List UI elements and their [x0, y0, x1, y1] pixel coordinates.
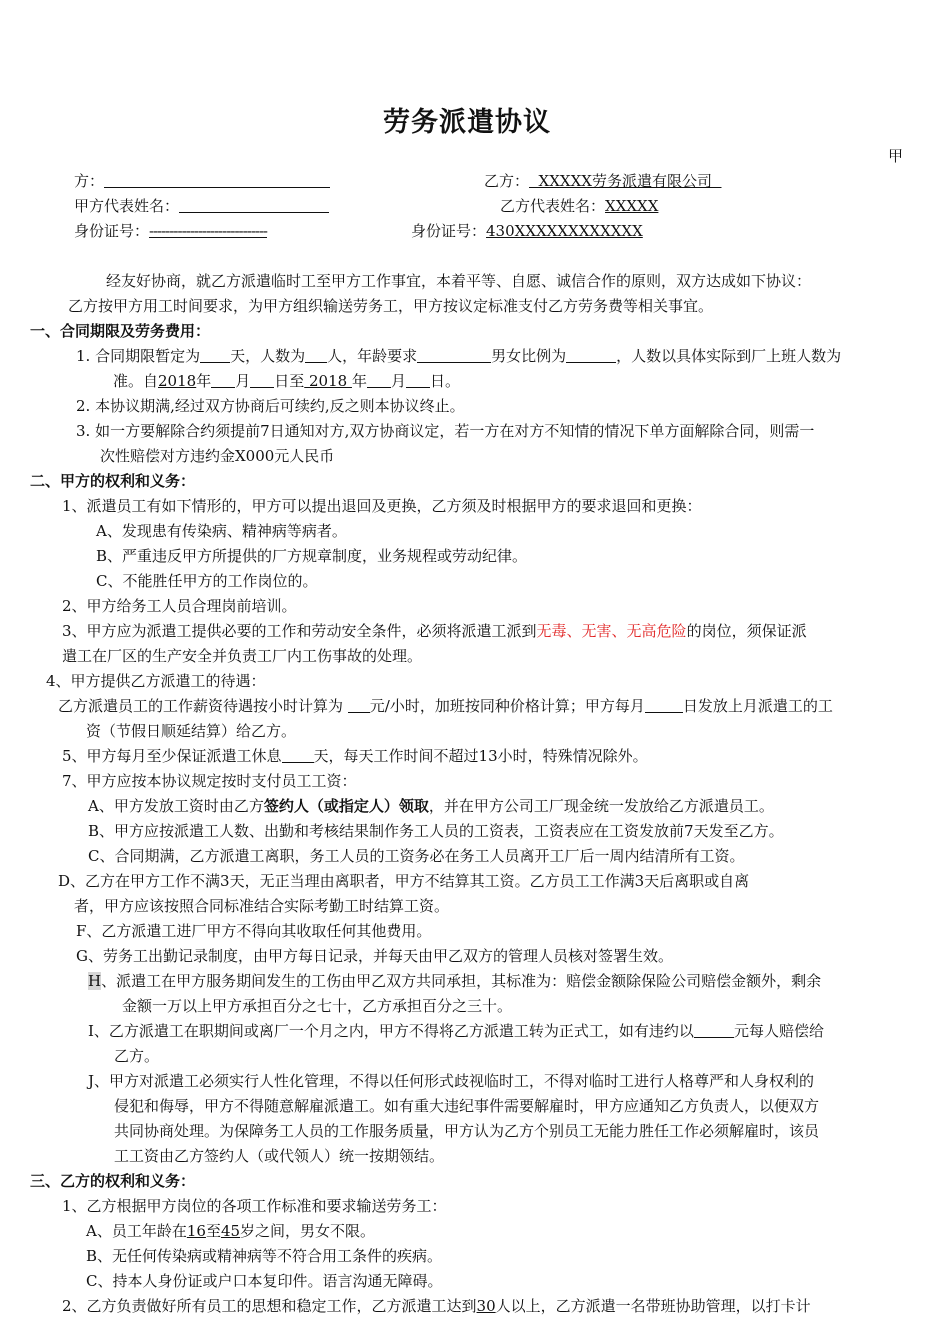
clause-1-1-line-1 — [76, 346, 841, 366]
worker-threshold: 30 — [476, 1297, 496, 1315]
age-max: 45 — [220, 1222, 241, 1240]
text: 年 — [196, 372, 212, 390]
section-3-heading: 三、乙方的权利和义务： — [30, 1172, 196, 1190]
pay-day-blank — [645, 697, 683, 713]
clause-2-4-a-line-1 — [58, 696, 833, 716]
id-a-value: ----------------------------- — [149, 222, 267, 240]
party-a-blank — [104, 172, 330, 188]
start-month-blank — [211, 372, 235, 388]
party-b-line — [484, 171, 721, 191]
id-b-label: 身份证号： — [411, 222, 487, 240]
section-1-heading: 一、合同期限及劳务费用： — [30, 322, 211, 340]
clause-2-7-j-line-1: J、甲方对派遣工必须实行人性化管理，不得以任何形式歧视临时工，不得对临时工进行人格尊严和人身权利的 — [88, 1072, 815, 1090]
clause-2-3-line-2: 遣工在厂区的生产安全并负责工厂内工伤事故的处理。 — [62, 647, 423, 665]
intro-paragraph-1: 经友好协商，就乙方派遣临时工至甲方工作事宜，本着平等、自愿、诚信合作的原则，双方达成如下协议： — [106, 272, 812, 290]
rep-b-name: XXXXX — [605, 197, 659, 215]
rep-a-blank — [179, 197, 329, 213]
rep-b-line — [500, 196, 658, 216]
id-a-line — [74, 221, 267, 241]
party-b-name: XXXXX劳务派遣有限公司 — [529, 172, 722, 190]
age-blank — [417, 347, 491, 363]
text: 年 — [351, 372, 367, 390]
clause-2-2: 2、甲方给务工人员合理岗前培训。 — [62, 597, 297, 615]
clause-2-7-j-line-3: 共同协商处理。为保障务工人员的工作服务质量，甲方认为乙方个别员工无能力胜任工作必须解雇时，该员 — [114, 1122, 820, 1140]
intro-paragraph-2: 乙方按甲方用工时间要求，为甲方组织输送劳务工，甲方按议定标准支付乙方劳务费等相关事宜。 — [68, 297, 714, 315]
signatory-bold: 签约人（或指定人）领取 — [263, 797, 429, 815]
days-blank — [200, 347, 230, 363]
text: ，人数以具体实际到厂上班人数为 — [616, 347, 842, 365]
clause-2-7: 7、甲方应按本协议规定按时支付员工工资： — [62, 772, 357, 790]
clause-2-4: 4、甲方提供乙方派遣工的待遇： — [46, 672, 266, 690]
gender-ratio-blank — [566, 347, 616, 363]
text: A、员工年龄在 — [86, 1222, 187, 1240]
text: 天，人数为 — [230, 347, 306, 365]
text: 1. 合同期限暂定为 — [76, 347, 201, 365]
text: 岁之间，男女不限。 — [240, 1222, 376, 1240]
text: 元/小时，加班按同种价格计算；甲方每月 — [369, 697, 645, 715]
rep-b-label: 乙方代表姓名： — [500, 197, 606, 215]
text: I、乙方派遣工在职期间或离厂一个月之内，甲方不得将乙方派遣工转为正式工，如有违约以 — [88, 1022, 694, 1040]
start-day-blank — [250, 372, 274, 388]
text: 元每人赔偿给 — [733, 1022, 824, 1040]
id-b-line — [411, 221, 643, 241]
clause-2-1-a: A、发现患有传染病、精神病等病者。 — [96, 522, 347, 540]
headcount-blank — [305, 347, 327, 363]
clause-2-7-i-line-1 — [88, 1021, 824, 1041]
text: 月 — [235, 372, 251, 390]
clause-3-1: 1、乙方根据甲方岗位的各项工作标准和要求输送劳务工： — [62, 1197, 447, 1215]
penalty-blank — [694, 1022, 734, 1038]
text: 月 — [390, 372, 406, 390]
age-min: 16 — [186, 1222, 206, 1240]
text: 准。自 — [113, 372, 159, 390]
clause-2-7-j-line-2: 侵犯和侮辱，甲方不得随意解雇派遣工。如有重大违纪事件需要解雇时，甲方应通知乙方负责人，以便双方 — [114, 1097, 820, 1115]
text: 的岗位，须保证派 — [686, 622, 807, 640]
clause-3-1-c: C、持本人身份证或户口本复印件。语言沟通无障碍。 — [86, 1272, 443, 1290]
clause-1-3-line-1: 3. 如一方要解除合约须提前7日通知对方,双方协商议定，若一方在对方不知情的情况下单方面解除合同，则需一 — [76, 422, 815, 440]
document-title: 劳务派遣协议 — [383, 107, 551, 138]
clause-2-5 — [62, 746, 648, 766]
rep-a-label: 甲方代表姓名： — [74, 197, 180, 215]
end-year: 2018 — [304, 372, 352, 390]
rest-days-blank — [282, 747, 314, 763]
text: 天，每天工作时间不超过13小时，特殊情况除外。 — [313, 747, 648, 765]
text: 、派遣工在甲方服务期间发生的工伤由甲乙双方共同承担，其标准为：赔偿金额除保险公司赔偿金额外，剩余 — [101, 972, 822, 990]
clause-2-4-a-line-2: 资（节假日顺延结算）给乙方。 — [86, 722, 297, 740]
clause-2-1-b: B、严重违反甲方所提供的厂方规章制度，业务规程或劳动纪律。 — [96, 547, 528, 565]
text: 人，年龄要求 — [327, 347, 418, 365]
text: 日发放上月派遣工的工 — [682, 697, 833, 715]
clause-2-7-a — [88, 796, 774, 816]
clause-2-7-d-line-1: D、乙方在甲方工作不满3天，无正当理由离职者，甲方不结算其工资。乙方员工工作满3天后离职或自离 — [58, 872, 750, 890]
id-a-label: 身份证号： — [74, 222, 150, 240]
party-a-char: 甲 — [888, 147, 904, 165]
text: 日至 — [274, 372, 305, 390]
clause-h-letter: H — [88, 972, 102, 990]
rep-a-line — [74, 196, 329, 216]
text: 乙方派遣员工的工作薪资待遇按小时计算为 — [58, 697, 348, 715]
id-b-value: 430XXXXXXXXXXXX — [486, 222, 643, 240]
party-a-line — [74, 171, 330, 191]
clause-2-7-c: C、合同期满，乙方派遣工离职，务工人员的工资务必在务工人员离开工厂后一周内结清所有工资。 — [88, 847, 745, 865]
text: 5、甲方每月至少保证派遣工休息 — [62, 747, 282, 765]
clause-1-2: 2. 本协议期满,经过双方协商后可续约,反之则本协议终止。 — [76, 397, 465, 415]
text: A、甲方发放工资时由乙方 — [88, 797, 264, 815]
end-day-blank — [406, 372, 430, 388]
text: 至 — [205, 1222, 221, 1240]
clause-2-7-h-line-1 — [88, 971, 821, 991]
clause-2-7-d-line-2: 者，甲方应该按照合同标准结合实际考勤工时结算工资。 — [74, 897, 450, 915]
clause-2-7-f: F、乙方派遣工进厂甲方不得向其收取任何其他费用。 — [76, 922, 432, 940]
clause-2-7-i-line-2: 乙方。 — [114, 1047, 160, 1065]
clause-2-1: 1、派遣员工有如下情形的，甲方可以提出退回及更换，乙方须及时根据甲方的要求退回和更换： — [62, 497, 702, 515]
text: 日。 — [430, 372, 461, 390]
section-2-heading: 二、甲方的权利和义务： — [30, 472, 196, 490]
hourly-wage-blank — [348, 697, 370, 713]
hazard-free-highlight: 无毒、无害、无高危险 — [536, 622, 687, 640]
clause-1-3-line-2: 次性赔偿对方违约金X000元人民币 — [100, 447, 335, 465]
clause-2-7-h-line-2: 金额一万以上甲方承担百分之七十，乙方承担百分之三十。 — [122, 997, 513, 1015]
end-month-blank — [367, 372, 391, 388]
text: 3、甲方应为派遣工提供必要的工作和劳动安全条件，必须将派遣工派到 — [62, 622, 537, 640]
party-b-label: 乙方： — [484, 172, 530, 190]
clause-2-7-j-line-4: 工工资由乙方签约人（或代领人）统一按期领结。 — [114, 1147, 445, 1165]
clause-2-1-c: C、不能胜任甲方的工作岗位的。 — [96, 572, 318, 590]
clause-3-1-b: B、无任何传染病或精神病等不符合用工条件的疾病。 — [86, 1247, 443, 1265]
clause-3-1-a — [86, 1221, 375, 1241]
clause-3-2 — [62, 1296, 811, 1316]
text: 人以上，乙方派遣一名带班协助管理，以打卡计 — [495, 1297, 811, 1315]
clause-2-3-line-1 — [62, 621, 807, 641]
text: 2、乙方负责做好所有员工的思想和稳定工作，乙方派遣工达到 — [62, 1297, 477, 1315]
clause-1-1-line-2 — [113, 371, 460, 391]
clause-2-7-b: B、甲方应按派遣工人数、出勤和考核结果制作务工人员的工资表，工资表应在工资发放前7天发至乙方。 — [88, 822, 784, 840]
text: ，并在甲方公司工厂现金统一发放给乙方派遣员工。 — [428, 797, 774, 815]
start-year: 2018 — [158, 372, 197, 390]
party-a-label: 方： — [74, 172, 105, 190]
clause-2-7-g: G、劳务工出勤记录制度，由甲方每日记录，并每天由甲乙双方的管理人员核对签署生效。 — [76, 947, 673, 965]
text: 男女比例为 — [491, 347, 567, 365]
